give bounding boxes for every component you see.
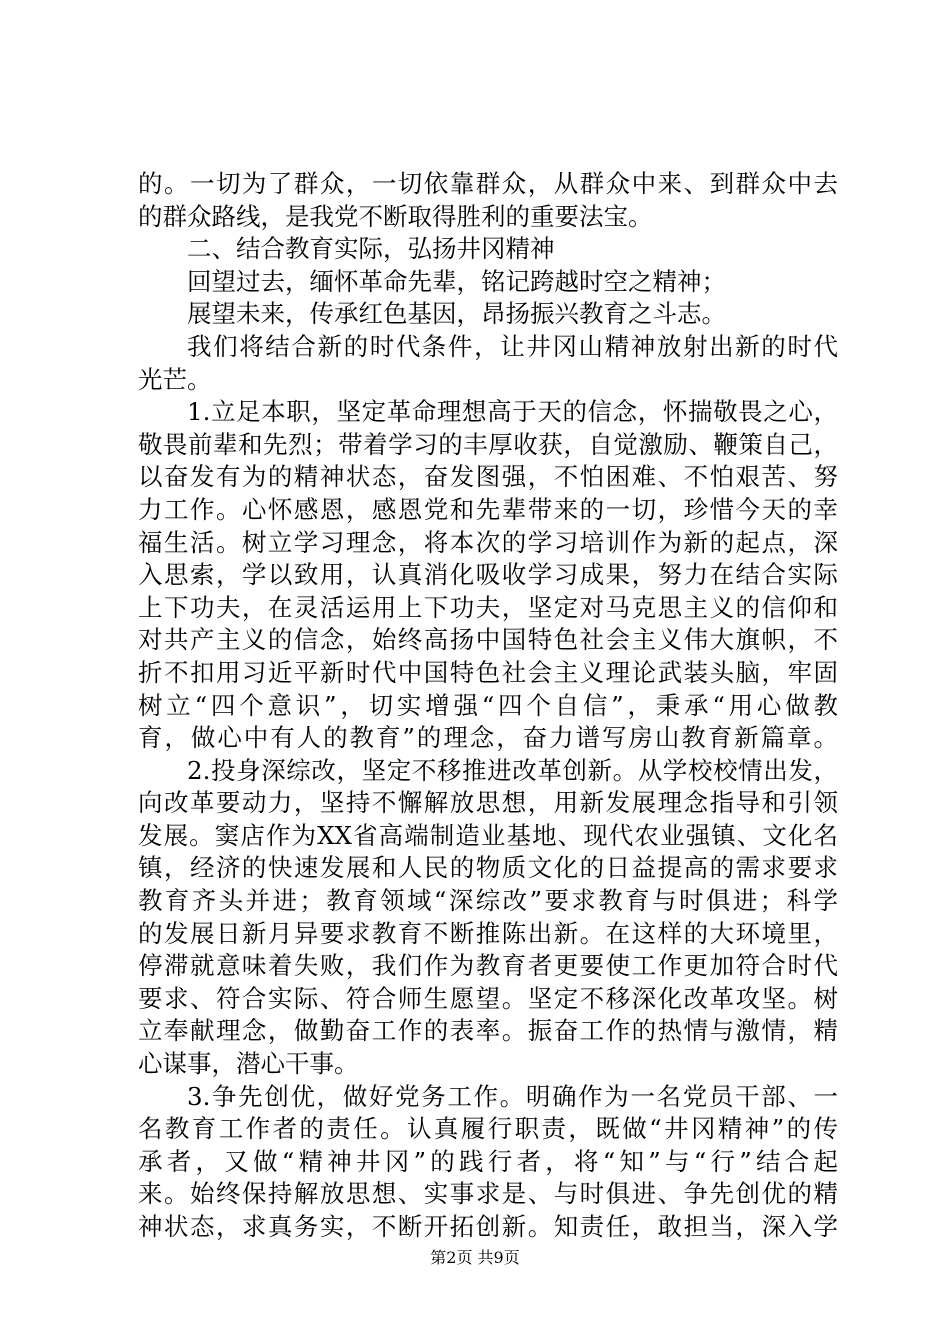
text-line: 1.立足本职，坚定革命理想高于天的信念，怀揣敬畏之心， [187,397,838,427]
text-line: 要求、符合实际、符合师生愿望。坚定不移深化改革攻坚。树 [138,983,838,1013]
text-line: 立奉献理念，做勤奋工作的表率。振奋工作的热情与激情，精 [138,1016,838,1046]
text-line: 树立“四个意识”，切实增强“四个自信”，秉承“用心做教 [138,690,838,720]
text-line: 力工作。心怀感恩，感恩党和先辈带来的一切，珍惜今天的幸 [138,494,838,524]
text-line: 的群众路线，是我党不断取得胜利的重要法宝。 [138,201,653,231]
text-line: 回望过去，缅怀革命先辈，铭记跨越时空之精神； [187,266,726,296]
page-number: 第2页 共9页 [430,1248,520,1267]
text-line: 发展。窦店作为XX省高端制造业基地、现代农业强镇、文化名 [138,820,838,850]
text-line: 折不扣用习近平新时代中国特色社会主义理论武装头脑，牢固 [138,657,838,687]
text-line: 光芒。 [138,364,212,394]
text-line: 向改革要动力，坚持不懈解放思想，用新发展理念指导和引领 [138,788,838,818]
text-line: 以奋发有为的精神状态，奋发图强，不怕困难、不怕艰苦、努 [138,462,838,492]
text-line: 育，做心中有人的教育”的理念，奋力谱写房山教育新篇章。 [138,723,838,753]
page-footer [0,1245,950,1268]
text-line: 名教育工作者的责任。认真履行职责，既做“井冈精神”的传 [138,1114,838,1144]
section-heading: 二、结合教育实际，弘扬井冈精神 [187,234,555,264]
text-line: 的。一切为了群众，一切依靠群众，从群众中来、到群众中去 [138,169,838,198]
text-line: 心谋事，潜心干事。 [138,1049,359,1079]
text-line: 敬畏前辈和先烈；带着学习的丰厚收获，自觉激励、鞭策自己， [138,429,838,459]
text-line: 的发展日新月异要求教育不断推陈出新。在这样的大环境里， [138,918,838,948]
text-line: 神状态，求真务实，不断开拓创新。知责任，敢担当，深入学 [138,1212,838,1241]
text-line: 来。始终保持解放思想、实事求是、与时俱进、争先创优的精 [138,1179,838,1209]
body-text [138,168,838,1244]
text-line: 2.投身深综改，坚定不移推进改革创新。从学校校情出发， [187,755,838,785]
text-line: 承者，又做“精神井冈”的践行者，将“知”与“行”结合起 [138,1146,838,1176]
text-line: 3.争先创优，做好党务工作。明确作为一名党员干部、一 [187,1081,838,1111]
text-line: 上下功夫，在灵活运用上下功夫，坚定对马克思主义的信仰和 [138,592,838,622]
text-line: 镇，经济的快速发展和人民的物质文化的日益提高的需求要求 [138,853,838,883]
text-line: 我们将结合新的时代条件，让井冈山精神放射出新的时代 [187,331,838,361]
text-line: 教育齐头并进；教育领域“深综改”要求教育与时俱进；科学 [138,886,838,916]
text-line: 对共产主义的信念，始终高扬中国特色社会主义伟大旗帜，不 [138,625,838,655]
text-line: 福生活。树立学习理念，将本次的学习培训作为新的起点，深 [138,527,838,557]
text-line: 停滞就意味着失败，我们作为教育者更要使工作更加符合时代 [138,951,838,981]
text-line: 入思索，学以致用，认真消化吸收学习成果，努力在结合实际 [138,560,838,590]
text-line: 展望未来，传承红色基因，昂扬振兴教育之斗志。 [187,299,726,329]
